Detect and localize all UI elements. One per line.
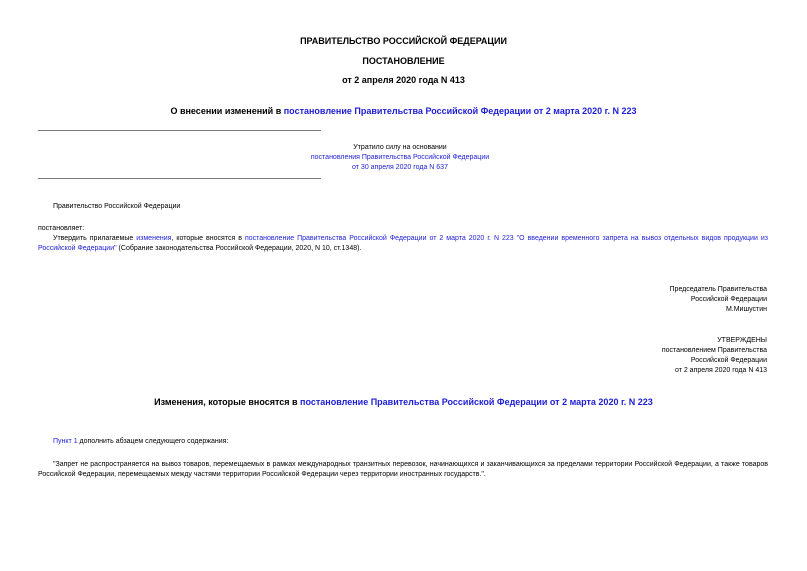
item-1-link[interactable]: Пункт 1 xyxy=(53,438,78,445)
signature-line1: Председатель Правительства xyxy=(669,286,767,293)
status-note-link-line2[interactable]: постановления Правительства Российской Федерации xyxy=(310,154,490,161)
approval-line2: постановлением Правительства xyxy=(661,347,767,354)
authority-heading: ПРАВИТЕЛЬСТВО РОССИЙСКОЙ ФЕДЕРАЦИИ xyxy=(300,36,507,46)
changes-title-link[interactable]: постановление Правительства Российской Федерации от 2 марта 2020 г. N 223 xyxy=(300,397,653,407)
status-top-rule xyxy=(38,130,321,131)
changes-title xyxy=(0,397,807,407)
status-note xyxy=(160,143,640,173)
decides-line: постановляет: xyxy=(38,225,85,232)
signature-line2: Российской Федерации xyxy=(690,296,767,303)
changes-item xyxy=(53,437,228,447)
document-date-number: от 2 апреля 2020 года N 413 xyxy=(342,75,465,85)
approval-block xyxy=(662,336,767,376)
changes-title-prefix: Изменения, которые вносятся в xyxy=(154,397,301,407)
resolution-text-a: Утвердить прилагаемые xyxy=(53,235,137,242)
document-type-heading: ПОСТАНОВЛЕНИЕ xyxy=(362,56,445,66)
status-note-link-line3[interactable]: от 30 апреля 2020 года N 637 xyxy=(352,164,448,171)
status-bottom-rule xyxy=(38,178,321,179)
resolution-paragraph xyxy=(38,234,768,254)
signature-block xyxy=(670,285,767,315)
approval-line1: УТВЕРЖДЕНЫ xyxy=(717,337,767,344)
approval-line3: Российской Федерации xyxy=(690,357,767,364)
signature-name: М.Мишустин xyxy=(725,306,767,313)
government-line: Правительство Российской Федерации xyxy=(53,203,181,210)
approval-line4: от 2 апреля 2020 года N 413 xyxy=(674,367,767,374)
document-title xyxy=(0,106,807,116)
resolution-text-b: , которые вносятся в xyxy=(171,235,245,242)
changes-link[interactable]: изменения xyxy=(136,235,172,242)
document-title-prefix: О внесении изменений в xyxy=(170,106,284,116)
resolution-text-c: (Собрание законодательства Российской Федерации, 2020, N 10, ст.1348). xyxy=(116,245,362,252)
quoted-amendment: "Запрет не распространяется на вывоз товаров, перемещаемых в рамках международных транзитных перевозок, начинающихся и заканчивающихся за пределами территории Российской Федерации, а также товаров Российской Федерации, перемещаемых между частями территории Российской Федерации через территории иностранных государств.". xyxy=(38,461,768,478)
status-note-line1: Утратило силу на основании xyxy=(353,144,447,151)
document-title-link[interactable]: постановление Правительства Российской Федерации от 2 марта 2020 г. N 223 xyxy=(283,106,637,116)
resolution-223-link[interactable]: постановление Правительства Российской Федерации от 2 марта 2020 г. N 223 "О введении временного запрета на вывоз отдельных видов продукции из Российской Федерации" xyxy=(38,235,768,252)
changes-item-text: дополнить абзацем следующего содержания: xyxy=(77,438,229,445)
